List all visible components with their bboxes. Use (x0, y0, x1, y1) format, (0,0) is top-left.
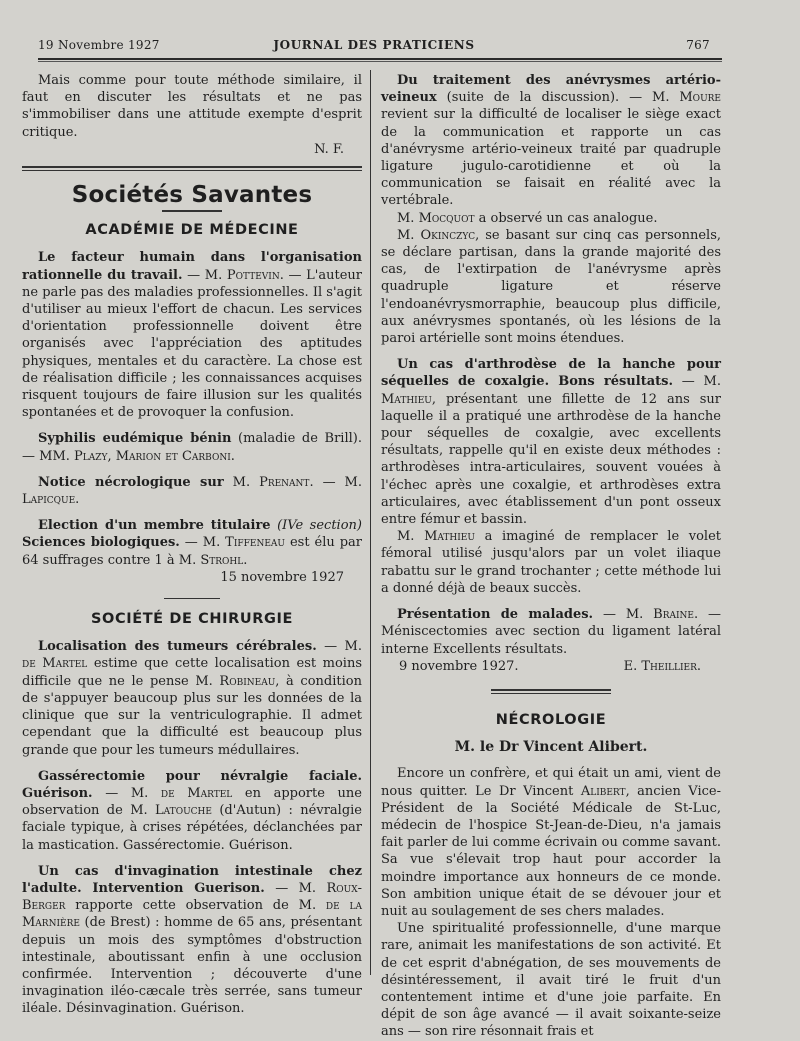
item-text: (de Brest) : homme de 65 ans, présentant depuis un mois des symptômes d'obstruction intestinale, aboutissant enfin à une occlusion confirmée. Intervention ; découverte d'une invagination iléo-cæcale très serrée, sans tumeur iléale. Désinvagination. Guérison. (22, 915, 362, 1017)
item-title: Localisation des tumeurs cérébrales. (38, 639, 317, 655)
necrologie-divider (491, 689, 611, 694)
item-text: — M. (92, 785, 161, 801)
author-name: Mocquot (418, 210, 475, 226)
item-text: — M. (316, 639, 362, 655)
subsection-rule (164, 598, 220, 599)
author-name: Latouche (155, 803, 212, 819)
item-text: M. (397, 529, 425, 545)
item-title: Syphilis eudémique bénin (38, 431, 232, 447)
item-text: . — L'auteur ne parle pas des maladies professionnelles. Il s'agit d'utiliser au mieux l'effort de chacun. Les services d'orientation professionnelle doivent être organisés avec l'appréciation des aptitudes physiques, mentales et du caractère. La chose est de réalisation difficile ; les connaissances acquises risquent toujours de faire illusion sur les qualités spontanées et de provoquer la confusion. (22, 267, 362, 421)
item-title: Le facteur humain dans l'organisation rationnelle du travail. (22, 250, 362, 283)
author-name: Alibert (580, 783, 626, 799)
item-text: a imaginé de remplacer le volet fémoral utilisé jusqu'alors par un volet iliaque rabattu sur le grand trochanter ; cette méthode lui a donné déjà de beaux succès. (381, 529, 722, 596)
chirurgie-item-3 (22, 863, 362, 1018)
item-text: , présentant une fillette de 12 ans sur laquelle il a pratiqué une arthrodèse de la hanche pour séquelles de coxalgie, avec excellents résultats, rappelle qu'il en existe deux méthodes : arthrodèses intra-articulaires, souvent vouées à l'échec après une coxalgie, et arthrodèses extra articulaires, avec établissement d'un pont osseux entre fémur et bassin. (381, 391, 721, 528)
author-name: Robineau (219, 673, 276, 689)
chirurgie-title: SOCIÉTÉ DE CHIRURGIE (90, 611, 294, 628)
item-text: rapporte cette observation de M. (65, 898, 326, 914)
item-title: Présentation de malades. (397, 607, 594, 623)
right-item-3 (381, 227, 721, 347)
item-text: , ancien Vice-Président de la Société Médicale de St-Luc, médecin de l'hospice St-Jean-de-Dieu, n'a jamais fait parler de lui comme écrivain ou comme savant. Sa vue s'élevait trop haut pour accorder la moindre importance aux honneurs de ce monde. Son ambition unique était de se dévouer jour et nuit au soulagement de ses chers malades. (381, 783, 721, 919)
item-title: Un cas d'arthrodèse de la hanche pour séquelles de coxalgie. Bons résultats. (381, 357, 721, 390)
right-item-5 (381, 528, 721, 597)
item-text: (d'Autun) : névralgie faciale typique, à crises répétées, déclanchées par la mastication. Gassérectomie. Guérison. (22, 803, 362, 853)
header-date: 19 Novembre 1927 (38, 38, 160, 52)
right-dateline (381, 658, 721, 675)
right-item-2 (381, 210, 721, 227)
item-text: , se basant sur cinq cas personnels, se déclare partisan, dans la grande majorité des cas, de l'extirpation de l'anévrysme après quadruple ligature et réserve l'endoanévrysmorraphie, beaucoup plus difficile, aux anévrysmes spontanés, où les lésions de la paroi artérielle sont moins étendues. (381, 227, 722, 347)
item-text: M. (223, 474, 260, 490)
section-title-rule (162, 210, 222, 212)
author-name: Prenant (259, 474, 310, 490)
item-text: a observé un cas analogue. (474, 210, 658, 226)
item-text: M. (397, 210, 419, 226)
author-name: de Martel (22, 656, 88, 672)
item-text: estime que cette localisation est moins difficile que ne le pense M. (22, 656, 362, 689)
item-section: (IVe section) (270, 518, 362, 534)
academie-item-1 (22, 249, 362, 421)
item-text: en apporte une observation de M. (22, 785, 362, 819)
column-separator (370, 70, 371, 975)
right-item-6 (381, 606, 721, 658)
necrologie-subject: M. le Dr Vincent Alibert. (454, 739, 648, 756)
item-text: . — M. (309, 474, 362, 490)
necrologie-paragraph-1 (381, 765, 721, 920)
academie-item-2 (22, 430, 362, 464)
author-name: Roux-Berger (22, 880, 362, 914)
academie-item-4 (22, 517, 362, 569)
author-name: de la Marnière (22, 898, 362, 931)
report-date: 9 novembre 1927. (399, 658, 519, 674)
right-item-1 (381, 72, 721, 210)
item-text: , à condition de s'appuyer beaucoup plus sur les données de la clinique que sur la ventriculographie. Il admet cependant que la difficulté est beaucoup plus grande que pour les tumeurs médullaires. (22, 673, 362, 758)
item-text: M. (397, 227, 421, 243)
report-signature: E. Theillier. (623, 658, 701, 674)
author-name: de Martel (160, 785, 233, 801)
academie-date: 15 novembre 1927 (220, 569, 344, 585)
necrologie-title: NÉCROLOGIE (495, 711, 607, 728)
item-text: — M. (593, 607, 654, 623)
chirurgie-item-2 (22, 768, 362, 854)
right-column (381, 72, 721, 1041)
right-item-4 (381, 356, 721, 528)
academie-title: ACADÉMIE DE MÉDECINE (85, 222, 299, 239)
intro-signature: N. F. (314, 141, 344, 157)
intro-paragraph: Mais comme pour toute méthode similaire, il faut en discuter les résultats et ne pas s'immobiliser dans une attitude exempte d'esprit critique. (22, 73, 362, 140)
item-title: Du traitement des anévrysmes artério-veineux (381, 73, 721, 106)
section-title: Sociétés Savantes (71, 182, 313, 209)
author-name: Mathieu (381, 391, 432, 407)
item-title: Notice nécrologique sur (38, 474, 224, 490)
author-name: Braine (653, 607, 694, 623)
author-name: Moure (679, 90, 721, 106)
item-title: Sciences biologiques. (22, 535, 180, 551)
header-rule-thin (38, 61, 722, 62)
necrologie-paragraph-2: Une spiritualité professionnelle, d'une marque rare, animait les manifestations de son activité. Et de cet esprit d'abnégation, de ses mouvements de désintéressement, il avait tiré le fruit d'un contentement intime et d'une joie parfaite. En dépit de son âge avancé — il avait soixante-seize ans — son rire résonnait frais et (381, 921, 721, 1040)
item-text: est élu par 64 suffrages contre 1 à M. (22, 535, 362, 568)
left-column (22, 72, 362, 1018)
academie-item-3 (22, 474, 362, 508)
header-page-number: 767 (686, 38, 710, 52)
author-name: Plazy, Marion et Carboni. (74, 448, 235, 464)
item-text: . — Méniscectomies avec section du ligament latéral interne Excellents résultats. (381, 607, 722, 657)
section-divider (22, 166, 362, 171)
item-text: — M. (179, 535, 226, 551)
item-title: Gassérectomie pour névralgie faciale. Guérison. (22, 768, 362, 801)
page-header (38, 38, 710, 58)
item-text: — M. (672, 374, 721, 390)
item-text: — M. (264, 880, 327, 896)
item-text: — M. (182, 267, 227, 283)
author-name: Tiffeneau (225, 535, 285, 551)
header-journal-title: JOURNAL DES PRATICIENS (273, 38, 475, 52)
chirurgie-item-1 (22, 638, 362, 758)
author-name: Okinczyc (420, 227, 476, 243)
item-text: revient sur la difficulté de localiser le siège exact de la communication et rapporte un cas d'anévrysme artério-veineux traité par quadruple ligature jugulo-carotidienne et où la communication se faisait en réalité avec la vertébrale. (381, 107, 721, 209)
author-name: Strohl. (200, 552, 248, 568)
item-text: Encore un confrère, et qui était un ami, vient de nous quitter. Le Dr Vincent (381, 766, 721, 799)
item-text: (suite de la discussion). — M. (436, 90, 680, 106)
item-title: Election d'un membre titulaire (38, 518, 271, 534)
header-rule (38, 58, 722, 60)
item-title: Un cas d'invagination intestinale chez l'adulte. Intervention Guerison. (22, 863, 362, 896)
item-text: (maladie de Brill). — MM. (22, 431, 362, 464)
author-name: Pottevin (226, 267, 280, 283)
author-name: Mathieu (424, 529, 475, 545)
author-name: Lapicque. (22, 492, 80, 508)
